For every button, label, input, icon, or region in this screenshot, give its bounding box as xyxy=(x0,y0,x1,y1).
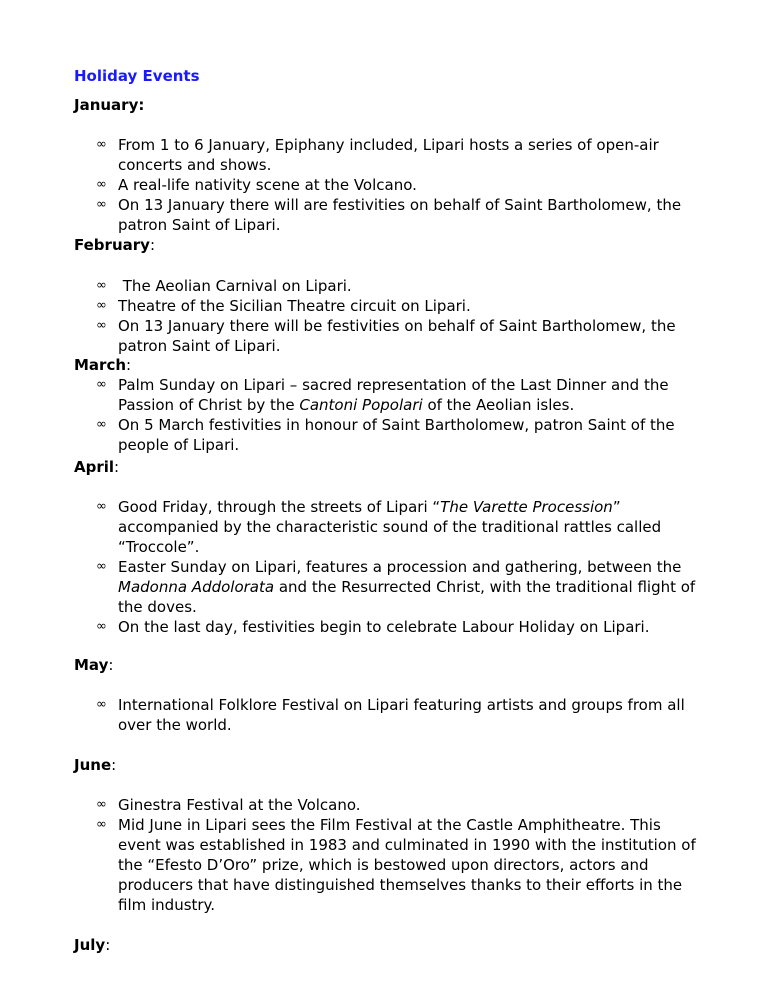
bullet-icon: ∞ xyxy=(96,197,107,212)
event-text: Good Friday, through the streets of Lipari “The Varette Procession” accompanied by the characteristic sound of the traditional rattles called “Troccole”. xyxy=(118,498,662,556)
list-item xyxy=(96,617,706,637)
list-item xyxy=(96,316,706,356)
bullet-icon: ∞ xyxy=(96,177,107,192)
month-heading-march xyxy=(74,355,131,375)
month-heading-may xyxy=(74,655,113,675)
bullet-icon: ∞ xyxy=(96,559,107,574)
event-list-march xyxy=(96,375,706,455)
event-text: From 1 to 6 January, Epiphany included, Lipari hosts a series of open-air concerts and shows. xyxy=(118,136,659,174)
bullet-icon: ∞ xyxy=(96,278,107,293)
event-text: On the last day, festivities begin to celebrate Labour Holiday on Lipari. xyxy=(118,618,650,636)
month-heading-july xyxy=(74,935,110,955)
bullet-icon: ∞ xyxy=(96,619,107,634)
month-name: February xyxy=(74,236,150,254)
month-heading-february xyxy=(74,235,155,255)
event-emphasis: Madonna Addolorata xyxy=(118,578,275,596)
list-item xyxy=(96,296,706,316)
list-item xyxy=(96,795,706,815)
event-text: The Aeolian Carnival on Lipari. xyxy=(118,277,352,295)
event-text: A real-life nativity scene at the Volcano. xyxy=(118,176,417,194)
month-name: May xyxy=(74,656,109,674)
event-text: On 5 March festivities in honour of Saint Bartholomew, patron Saint of the people of Lipari. xyxy=(118,416,675,454)
list-item xyxy=(96,497,706,557)
bullet-icon: ∞ xyxy=(96,137,107,152)
bullet-icon: ∞ xyxy=(96,697,107,712)
month-heading-january xyxy=(74,95,144,115)
month-heading-april xyxy=(74,457,119,477)
document-title: Holiday Events xyxy=(74,67,200,85)
event-text: Mid June in Lipari sees the Film Festival at the Castle Amphitheatre. This event was established in 1983 and culminated in 1990 with the institution of the “Efesto D’Oro” prize, which is bestowed upon directors, actors and producers that have distinguished themselves thanks to their efforts in the film industry. xyxy=(118,816,696,914)
month-name: July xyxy=(74,936,106,954)
month-colon: : xyxy=(108,656,114,674)
event-text: On 13 January there will are festivities on behalf of Saint Bartholomew, the patron Saint of Lipari. xyxy=(118,196,682,234)
bullet-icon: ∞ xyxy=(96,817,107,832)
month-colon: : xyxy=(114,458,120,476)
month-name: June xyxy=(74,756,112,774)
event-text: Ginestra Festival at the Volcano. xyxy=(118,796,361,814)
bullet-icon: ∞ xyxy=(96,298,107,313)
event-text: Easter Sunday on Lipari, features a procession and gathering, between the Madonna Addolorata and the Resurrected Christ, with the traditional flight of the doves. xyxy=(118,558,696,616)
event-list-may xyxy=(96,695,706,735)
event-text: Theatre of the Sicilian Theatre circuit on Lipari. xyxy=(118,297,471,315)
bullet-icon: ∞ xyxy=(96,499,107,514)
event-list-june xyxy=(96,795,706,915)
list-item xyxy=(96,195,706,235)
list-item xyxy=(96,276,706,296)
event-text: International Folklore Festival on Lipari featuring artists and groups from all over the world. xyxy=(118,696,685,734)
list-item xyxy=(96,415,706,455)
event-emphasis: Cantoni Popolari xyxy=(299,396,423,414)
month-colon: : xyxy=(111,756,117,774)
list-item xyxy=(96,375,706,415)
bullet-icon: ∞ xyxy=(96,417,107,432)
event-text: On 13 January there will be festivities on behalf of Saint Bartholomew, the patron Saint of Lipari. xyxy=(118,317,676,355)
list-item xyxy=(96,815,706,915)
bullet-icon: ∞ xyxy=(96,318,107,333)
month-name: January xyxy=(74,96,139,114)
event-list-january xyxy=(96,135,706,235)
list-item xyxy=(96,557,706,617)
list-item xyxy=(96,175,706,195)
month-name: March xyxy=(74,356,127,374)
month-colon: : xyxy=(149,236,155,254)
month-colon: : xyxy=(126,356,132,374)
event-list-february xyxy=(96,276,706,356)
month-name: April xyxy=(74,458,115,476)
month-heading-june xyxy=(74,755,116,775)
event-list-april xyxy=(96,497,706,637)
bullet-icon: ∞ xyxy=(96,377,107,392)
month-colon: : xyxy=(138,96,145,114)
list-item xyxy=(96,135,706,175)
event-emphasis: The Varette Procession xyxy=(440,498,613,516)
event-text: Palm Sunday on Lipari – sacred representation of the Last Dinner and the Passion of Christ by the Cantoni Popolari of the Aeolian isles. xyxy=(118,376,669,414)
list-item xyxy=(96,695,706,735)
month-colon: : xyxy=(105,936,111,954)
bullet-icon: ∞ xyxy=(96,797,107,812)
